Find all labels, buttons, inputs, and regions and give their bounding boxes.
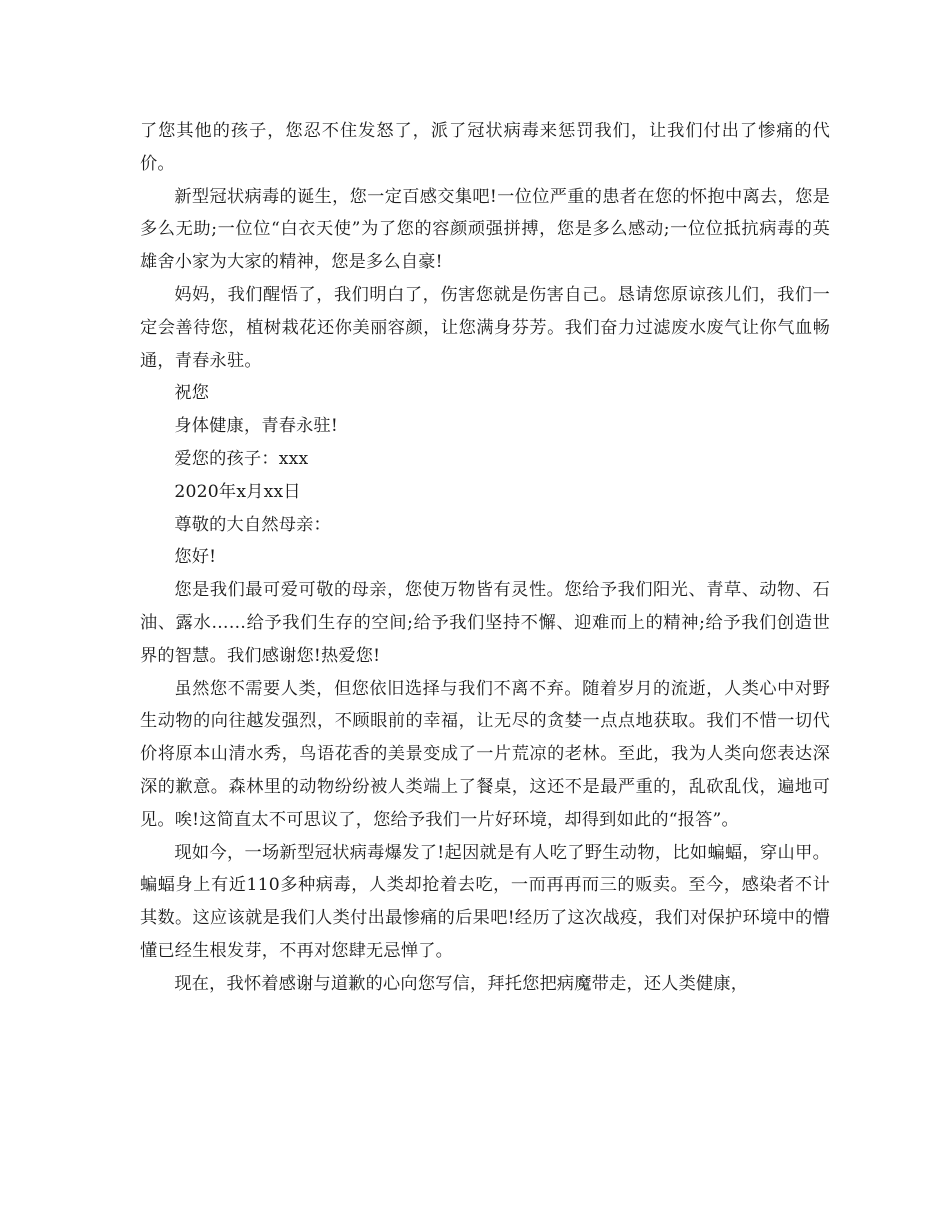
- paragraph-human-greed: 虽然您不需要人类，但您依旧选择与我们不离不弃。随着岁月的流逝，人类心中对野生动物的向往越发强烈，不顾眼前的幸福，让无尽的贪婪一点点地获取。我们不惜一切代价将原本山清水秀，鸟语花香的美景变成了一片荒凉的老林。至此，我为人类向您表达深深的歉意。森林里的动物纷纷被人类端上了餐桌，这还不是最严重的，乱砍乱伐，遍地可见。唉!这简直太不可思议了，您给予我们一片好环境，却得到如此的“报答”。: [140, 678, 830, 830]
- letter-date: 2020年x月xx日: [174, 481, 301, 502]
- paragraph-gratitude: 您是我们最可爱可敬的母亲，您使万物皆有灵性。您给予我们阳光、青草、动物、石油、露水……给予我们生存的空间;给予我们坚持不懈、迎难而上的精神;给予我们创造世界的智慧。我们感谢您!热爱您!: [140, 580, 830, 666]
- paragraph-request: 现在，我怀着感谢与道歉的心向您写信，拜托您把病魔带走，还人类健康，: [174, 973, 749, 994]
- letter-salutation: 尊敬的大自然母亲：: [174, 514, 331, 535]
- paragraph-apology: 妈妈，我们醒悟了，我们明白了，伤害您就是伤害自己。恳请您原谅孩儿们，我们一定会善待您，植树栽花还你美丽容颜，让您满身芬芳。我们奋力过滤废水废气让你气血畅通，青春永驻。: [140, 284, 830, 371]
- document-body: [140, 115, 830, 1001]
- closing-blessing: 身体健康，青春永驻!: [174, 416, 338, 437]
- paragraph-outbreak: 现如今，一场新型冠状病毒爆发了!起因就是有人吃了野生动物，比如蝙蝠，穿山甲。蝙蝠身上有近110多种病毒，人类却抢着去吃，一而再再而三的贩卖。至今，感染者不计其数。这应该就是我们人类付出最惨痛的后果吧!经历了这次战疫，我们对保护环境中的懵懂已经生根发芽，不再对您肆无忌惮了。: [140, 842, 830, 961]
- paragraph-virus-birth: 新型冠状病毒的诞生，您一定百感交集吧!一位位严重的患者在您的怀抱中离去，您是多么无助;一位位“白衣天使”为了您的容颜顽强拼搏，您是多么感动;一位位抵抗病毒的英雄舍小家为大家的精神，您是多么自豪!: [140, 186, 830, 273]
- letter-greeting: 您好!: [174, 547, 217, 568]
- paragraph-continuation: 了您其他的孩子，您忍不住发怒了，派了冠状病毒来惩罚我们，让我们付出了惨痛的代价。: [140, 121, 830, 174]
- closing-wish: 祝您: [174, 383, 210, 404]
- signature: 爱您的孩子：xxx: [174, 448, 309, 469]
